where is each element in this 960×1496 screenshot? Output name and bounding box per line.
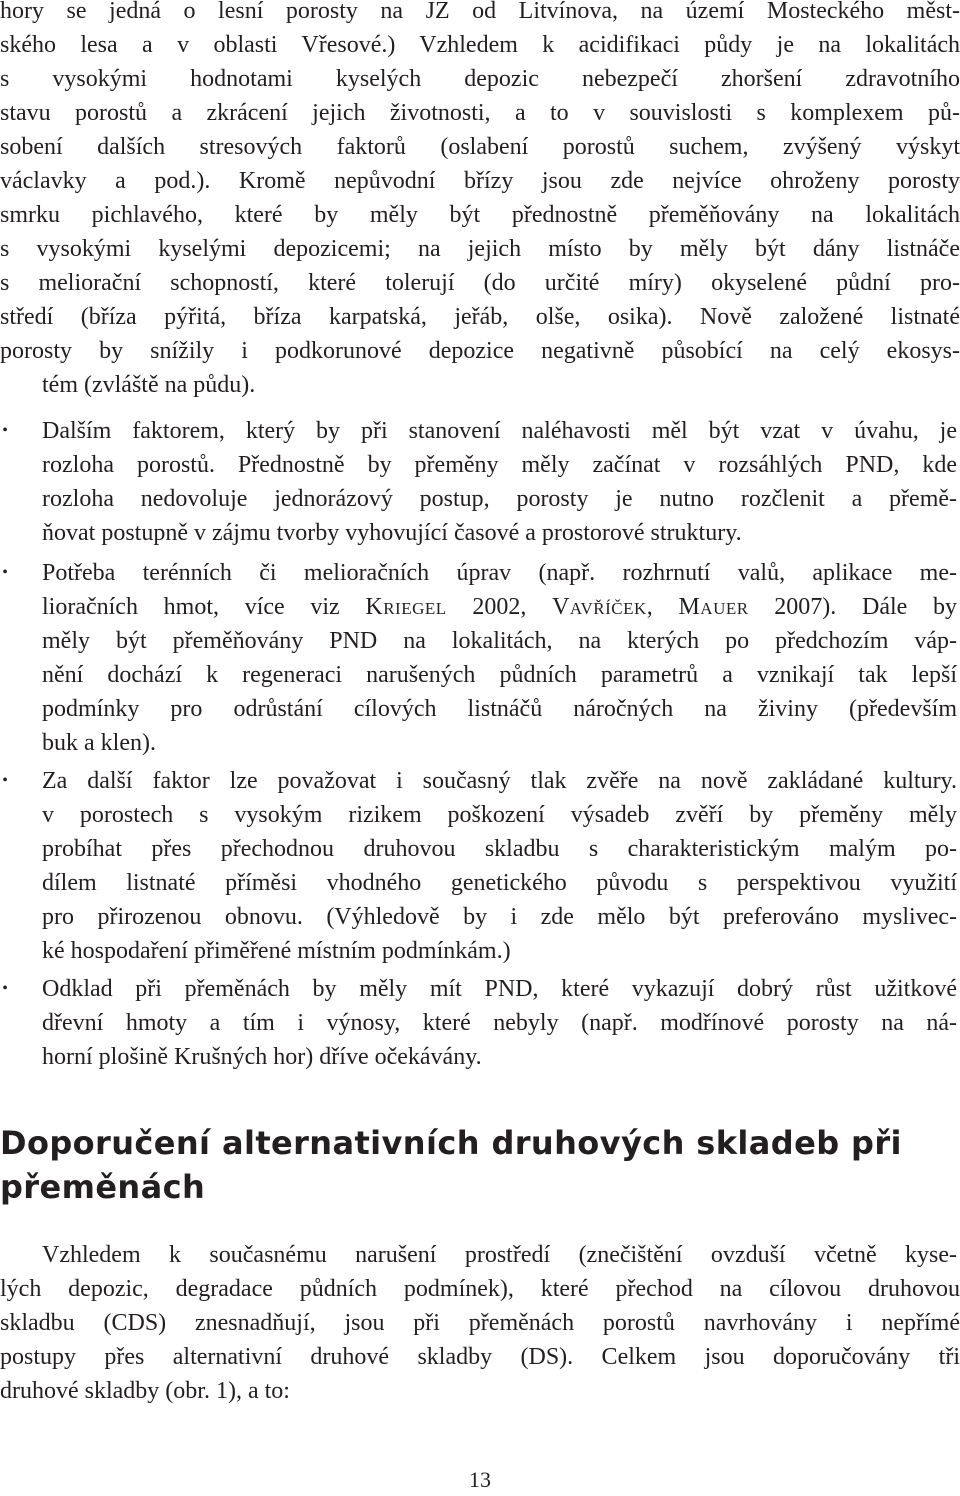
text-line: probíhat přes přechodnou druhovou skladbu s charakteristickým malým po- <box>42 836 957 862</box>
text-line: Odklad při přeměnách by měly mít PND, které vykazují dobrý růst užitkové <box>42 976 957 1002</box>
text-segment: lioračních hmot, více viz <box>42 594 366 620</box>
text-line: Vzhledem k současnému narušení prostředí (znečištění ovzduší včetně kyse- <box>42 1242 957 1268</box>
section-heading <box>0 1120 902 1166</box>
text-line: ké hospodaření přiměřené místním podmínkám.) <box>42 938 511 964</box>
text-line: dílem listnaté příměsi vhodného genetického původu s perspektivou využití <box>42 870 957 896</box>
text-line: buk a klen). <box>42 730 156 756</box>
bullet-icon: • <box>2 564 8 581</box>
text-line: měly být přeměňovány PND na lokalitách, na kterých po předchozím váp- <box>42 628 957 654</box>
text-line: rozloha nedovoluje jednorázový postup, porosty je nutno rozčlenit a přemě- <box>42 486 957 512</box>
text-line: stavu porostů a zkrácení jejich životnosti, a to v souvislosti s komplexem pů- <box>0 100 960 126</box>
text-line: postupy přes alternativní druhové skladby (DS). Celkem jsou doporučovány tři <box>0 1344 960 1370</box>
text-line: pro přirozenou obnovu. (Výhledově by i zde mělo být preferováno myslivec- <box>42 904 957 930</box>
text-line-with-citation <box>42 590 957 624</box>
bullet-icon: • <box>2 422 8 439</box>
text-line: s vysokými hodnotami kyselých depozic nebezpečí zhoršení zdravotního <box>0 66 960 92</box>
text-line: rozloha porostů. Přednostně by přeměny měly začínat v rozsáhlých PND, kde <box>42 452 957 478</box>
text-line: sobení dalších stresových faktorů (oslabení porostů suchem, zvýšený výskyt <box>0 134 960 160</box>
citation-author: Mauer <box>678 594 749 620</box>
text-line: hory se jedná o lesní porosty na JZ od Litvínova, na území Mosteckého měst- <box>0 0 960 24</box>
text-line: podmínky pro odrůstání cílových listnáčů náročných na živiny (především <box>42 696 957 722</box>
text-line: skladbu (CDS) znesnadňují, jsou při přeměnách porostů navrhovány i nepřímé <box>0 1310 960 1336</box>
heading-line: přeměnách <box>0 1168 206 1206</box>
bullet-icon: • <box>2 980 8 997</box>
citation-separator: , <box>646 594 679 620</box>
text-line: středí (bříza pýřitá, bříza karpatská, jeřáb, olše, osika). Nově založené listnaté <box>0 304 960 330</box>
heading-line: Doporučení alternativních druhových skladeb při <box>0 1124 902 1162</box>
text-line: smrku pichlavého, které by měly být přednostně přeměňovány na lokalitách <box>0 202 960 228</box>
bullet-icon: • <box>2 772 8 789</box>
citation-author: Kriegel <box>365 594 447 620</box>
text-line: tém (zvláště na půdu). <box>42 372 256 398</box>
text-line: Dalším faktorem, který by při stanovení naléhavosti měl být vzat v úvahu, je <box>42 418 957 444</box>
text-line: lých depozic, degradace půdních podmínek), které přechod na cílovou druhovou <box>0 1276 960 1302</box>
text-line: Za další faktor lze považovat i současný tlak zvěře na nově zakládané kultury. <box>42 768 957 794</box>
section-heading-continued <box>0 1164 205 1210</box>
text-line: nění dochází k regeneraci narušených půdních parametrů a vznikají tak lepší <box>42 662 957 688</box>
text-line: druhové skladby (obr. 1), a to: <box>0 1378 290 1404</box>
text-line: václavky a pod.). Kromě nepůvodní břízy jsou zde nejvíce ohroženy porosty <box>0 168 960 194</box>
text-line: ňovat postupně v zájmu tvorby vyhovující časové a prostorové struktury. <box>42 520 742 546</box>
page-number: 13 <box>469 1467 491 1492</box>
text-line: porosty by snížily i podkorunové depozice negativně působící na celý ekosys- <box>0 338 960 364</box>
text-line: s vysokými kyselými depozicemi; na jejich místo by měly být dány listnáče <box>0 236 960 262</box>
text-line: dřevní hmoty a tím i výnosy, které nebyly (např. modřínové porosty na ná- <box>42 1010 957 1036</box>
citation-author: Vavříček <box>552 594 647 620</box>
text-line: ského lesa a v oblasti Vřesové.) Vzhledem k acidifikaci půdy je na lokalitách <box>0 32 960 58</box>
text-segment: 2007). Dále by <box>748 594 957 620</box>
text-line: s meliorační schopností, které tolerují (do určité míry) okyselené půdní pro- <box>0 270 960 296</box>
text-line: v porostech s vysokým rizikem poškození výsadeb zvěří by přeměny měly <box>42 802 957 828</box>
citation-year: 2002, <box>446 594 553 620</box>
text-line: Potřeba terénních či melioračních úprav (např. rozhrnutí valů, aplikace me- <box>42 560 957 586</box>
text-line: horní plošině Krušných hor) dříve očekávány. <box>42 1044 482 1070</box>
